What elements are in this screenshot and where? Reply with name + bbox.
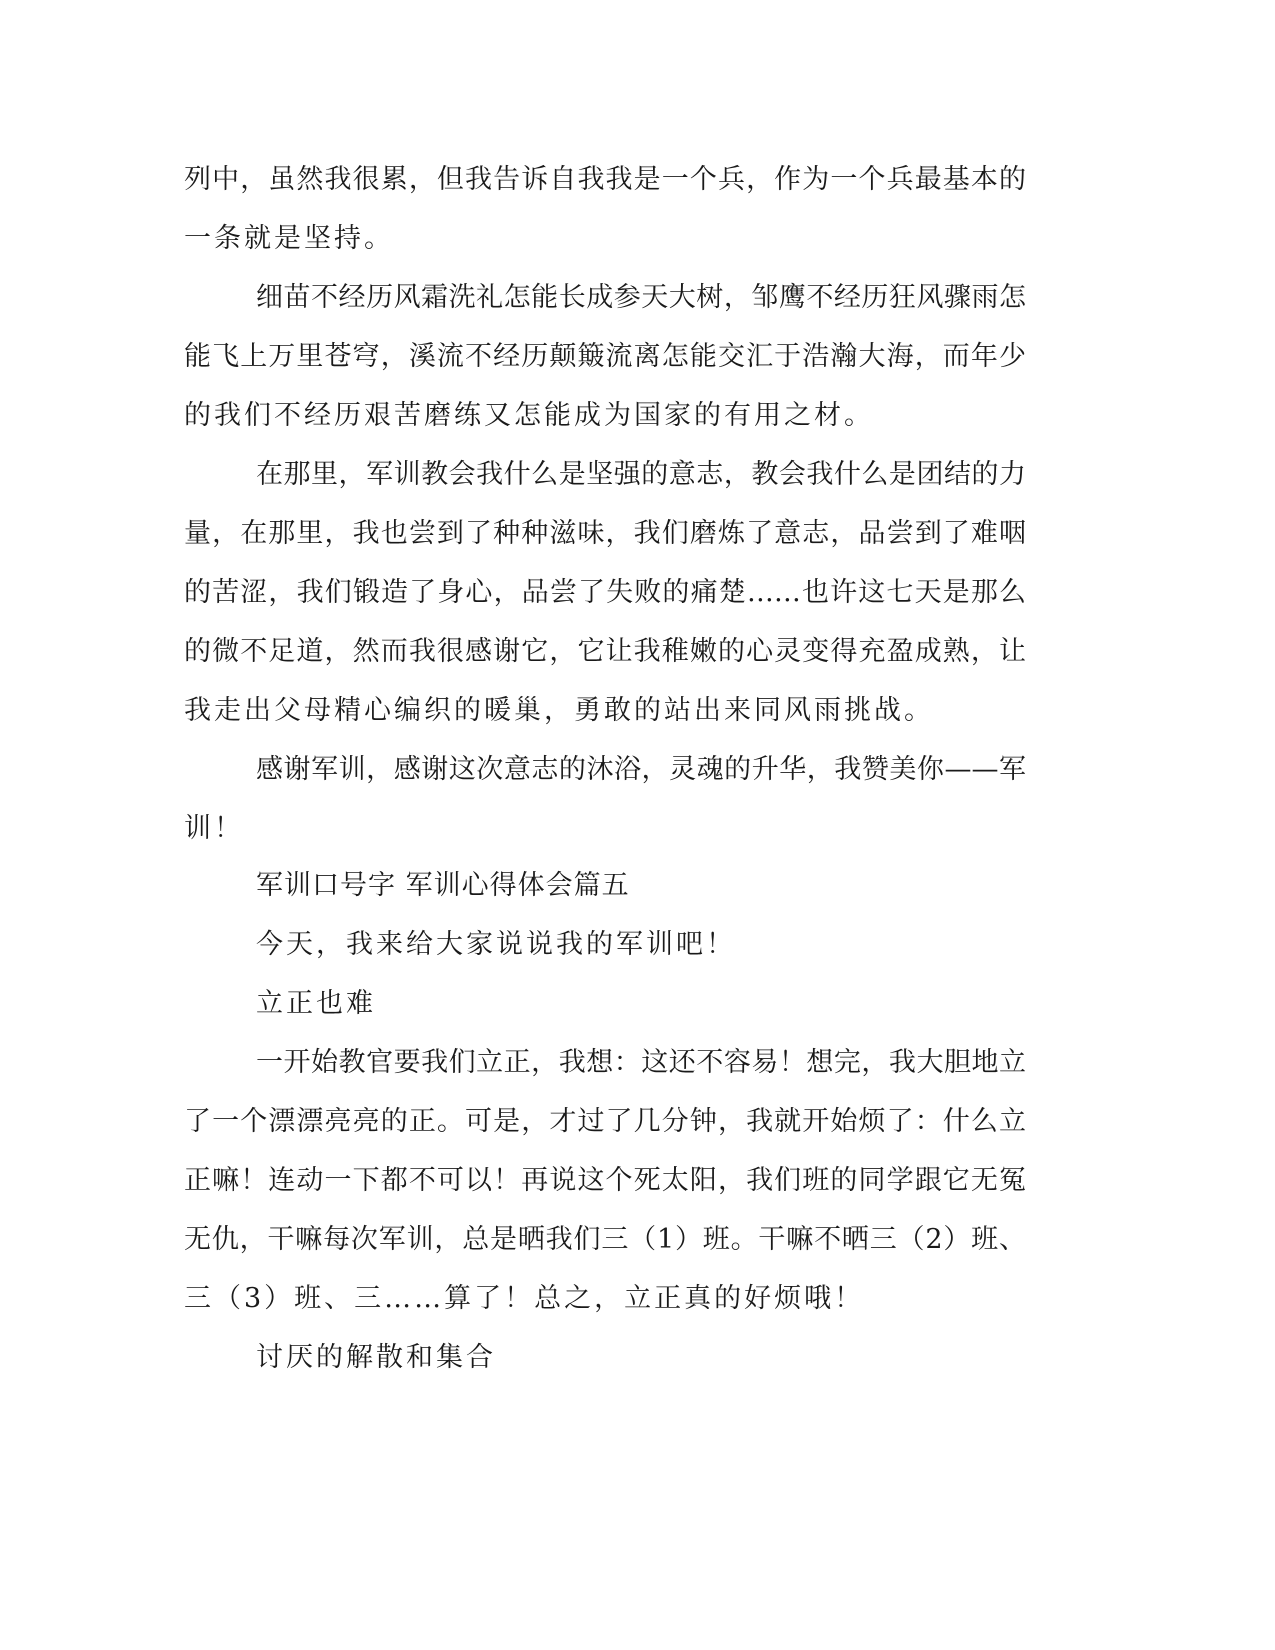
section-heading: 军训口号字 军训心得体会篇五 <box>256 870 630 901</box>
text-line: 三（3）班、三……算了！总之，立正真的好烦哦！ <box>184 1283 865 1314</box>
text-line: 训！ <box>184 813 244 844</box>
text-line: 的我们不经历艰苦磨练又怎能成为国家的有用之材。 <box>184 400 874 431</box>
text-line: 了一个漂漂亮亮的正。可是，才过了几分钟，我就开始烦了：什么立 <box>184 1106 1026 1137</box>
text-line: 我走出父母精心编织的暖巢，勇敢的站出来同风雨挑战。 <box>184 695 934 726</box>
subheading: 立正也难 <box>256 988 376 1019</box>
text-line: 正嘛！连动一下都不可以！再说这个死太阳，我们班的同学跟它无冤 <box>184 1165 1026 1196</box>
text-line: 一开始教官要我们立正，我想：这还不容易！想完，我大胆地立 <box>256 1047 1026 1078</box>
text-line: 无仇，干嘛每次军训，总是晒我们三（1）班。干嘛不晒三（2）班、 <box>184 1224 1026 1255</box>
text-line: 细苗不经历风霜洗礼怎能长成参天大树，邹鹰不经历狂风骤雨怎 <box>256 282 1026 313</box>
text-line: 量，在那里，我也尝到了种种滋味，我们磨炼了意志，品尝到了难咽 <box>184 518 1026 549</box>
text-line: 一条就是坚持。 <box>184 223 394 254</box>
text-line: 感谢军训，感谢这次意志的沐浴，灵魂的升华，我赞美你——军 <box>256 754 1026 785</box>
text-line: 能飞上万里苍穹，溪流不经历颠簸流离怎能交汇于浩瀚大海，而年少 <box>184 341 1026 372</box>
text-line: 今天，我来给大家说说我的军训吧！ <box>256 929 736 960</box>
text-line: 在那里，军训教会我什么是坚强的意志，教会我什么是团结的力 <box>256 459 1026 490</box>
text-line: 列中，虽然我很累，但我告诉自我我是一个兵，作为一个兵最基本的 <box>184 164 1026 195</box>
text-line: 的苦涩，我们锻造了身心，品尝了失败的痛楚……也许这七天是那么 <box>184 577 1026 608</box>
subheading: 讨厌的解散和集合 <box>256 1342 496 1373</box>
text-line: 的微不足道，然而我很感谢它，它让我稚嫩的心灵变得充盈成熟，让 <box>184 636 1026 667</box>
